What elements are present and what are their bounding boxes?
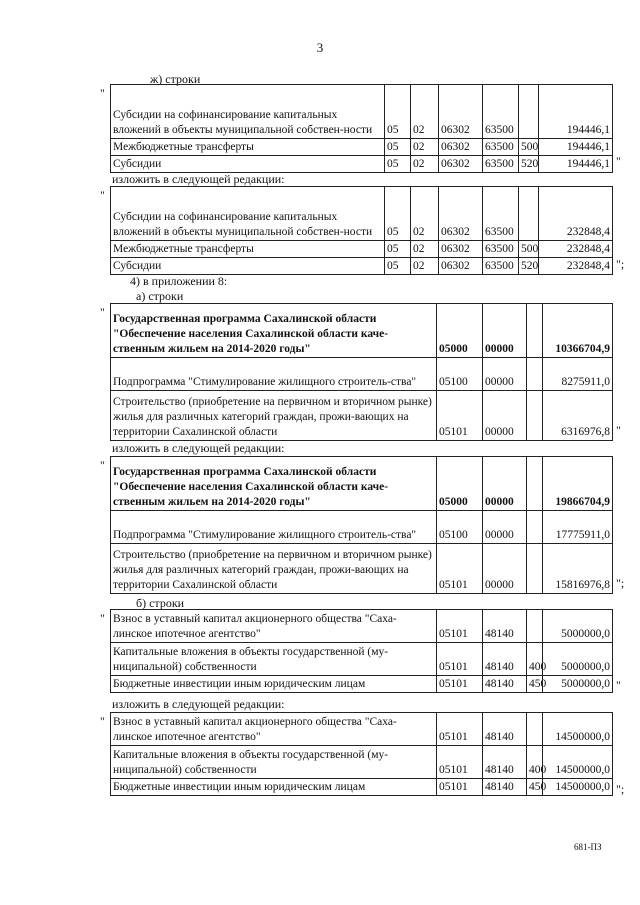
row-name: Субсидии на софинансирование капитальных вложений в объекты муниципальной собствен-ности [111, 187, 385, 241]
cs1-cell: 06302 [439, 156, 483, 173]
section-zh-heading: ж) строки [150, 72, 201, 86]
table-row [111, 779, 613, 796]
cs2-cell: 48140 [483, 610, 527, 643]
vr-cell: 450 [527, 779, 543, 796]
table-a-new [110, 456, 613, 594]
cs1-cell: 06302 [439, 187, 483, 241]
cs2-cell: 63500 [483, 241, 519, 258]
row-name: Взнос в уставный капитал акционерного общества "Саха-линское ипотечное агентство" [111, 610, 437, 643]
table-b-old [110, 609, 613, 693]
pr-cell: 02 [411, 241, 439, 258]
replace-text: изложить в следующей редакции: [112, 172, 285, 186]
sum-cell: 14500000,0 [543, 779, 613, 796]
table-row [111, 258, 613, 275]
cs2-cell: 63500 [483, 156, 519, 173]
quote-close-semicolon: "; [616, 576, 625, 590]
rz-cell: 05 [385, 241, 411, 258]
quote-open: " [100, 714, 105, 728]
rz-cell: 05 [385, 187, 411, 241]
row-name: Государственная программа Сахалинской области "Обеспечение населения Сахалинской области каче-ственным жильем на 2014-2020 годы" [111, 457, 437, 511]
cs1-cell: 05101 [437, 610, 483, 643]
table-row [111, 85, 613, 139]
table-row [111, 643, 613, 676]
section-a-heading: а) строки [136, 289, 184, 303]
quote-close-semicolon: "; [616, 257, 625, 271]
sum-cell: 232848,4 [539, 258, 613, 275]
cs2-cell: 48140 [483, 643, 527, 676]
row-name: Субсидии на софинансирование капитальных вложений в объекты муниципальной собствен-ности [111, 85, 385, 139]
table-row [111, 241, 613, 258]
vr-cell [527, 358, 543, 391]
row-name: Межбюджетные трансферты [111, 139, 385, 156]
row-name: Субсидии [111, 258, 385, 275]
cs2-cell: 48140 [483, 713, 527, 746]
cs1-cell: 05100 [437, 511, 483, 544]
cs1-cell: 05101 [437, 544, 483, 594]
cs1-cell: 06302 [439, 241, 483, 258]
cs1-cell: 06302 [439, 258, 483, 275]
quote-open: " [100, 458, 105, 472]
table-zh-new [110, 186, 613, 275]
row-name: Межбюджетные трансферты [111, 241, 385, 258]
table-zh-old [110, 84, 613, 173]
rz-cell: 05 [385, 156, 411, 173]
cs2-cell: 00000 [483, 358, 527, 391]
quote-open: " [100, 86, 105, 100]
cs1-cell: 06302 [439, 85, 483, 139]
row-name: Государственная программа Сахалинской области "Обеспечение населения Сахалинской области каче-ственным жильем на 2014-2020 годы" [111, 304, 437, 358]
cs1-cell: 05101 [437, 676, 483, 693]
section-b-heading: б) строки [136, 596, 185, 610]
vr-cell [527, 610, 543, 643]
row-name: Взнос в уставный капитал акционерного общества "Саха-линское ипотечное агентство" [111, 713, 437, 746]
table-row [111, 358, 613, 391]
sum-cell: 14500000,0 [543, 746, 613, 779]
vr-cell [527, 304, 543, 358]
vr-cell [527, 511, 543, 544]
quote-close: " [616, 678, 621, 692]
cs1-cell: 05101 [437, 643, 483, 676]
table-row [111, 457, 613, 511]
cs2-cell: 00000 [483, 511, 527, 544]
row-name: Капитальные вложения в объекты государственной (му-ниципальной) собственности [111, 643, 437, 676]
rz-cell: 05 [385, 85, 411, 139]
row-name: Подпрограмма "Стимулирование жилищного строитель-ства" [111, 358, 437, 391]
cs1-cell: 06302 [439, 139, 483, 156]
vr-cell: 400 [527, 746, 543, 779]
sum-cell: 232848,4 [539, 187, 613, 241]
cs2-cell: 63500 [483, 139, 519, 156]
sum-cell: 14500000,0 [543, 713, 613, 746]
cs1-cell: 05000 [437, 457, 483, 511]
sum-cell: 6316976,8 [543, 391, 613, 441]
appendix-heading: 4) в приложении 8: [130, 274, 228, 288]
vr-cell: 500 [519, 139, 539, 156]
cs2-cell: 00000 [483, 391, 527, 441]
table-row [111, 391, 613, 441]
row-name: Подпрограмма "Стимулирование жилищного строитель-ства" [111, 511, 437, 544]
sum-cell: 17775911,0 [543, 511, 613, 544]
quote-open: " [100, 611, 105, 625]
replace-text: изложить в следующей редакции: [112, 697, 285, 711]
sum-cell: 8275911,0 [543, 358, 613, 391]
pr-cell: 02 [411, 258, 439, 275]
table-row [111, 187, 613, 241]
table-b-new [110, 712, 613, 796]
cs2-cell: 00000 [483, 544, 527, 594]
table-row [111, 746, 613, 779]
table-row [111, 544, 613, 594]
sum-cell: 10366704,9 [543, 304, 613, 358]
row-name: Строительство (приобретение на первичном и вторичном рынке) жилья для различных категорий граждан, прожи-вающих на территории Сахалинской области [111, 391, 437, 441]
table-row [111, 610, 613, 643]
cs1-cell: 05100 [437, 358, 483, 391]
table-row [111, 511, 613, 544]
row-name: Строительство (приобретение на первичном и вторичном рынке) жилья для различных категорий граждан, прожи-вающих на территории Сахалинской области [111, 544, 437, 594]
sum-cell: 5000000,0 [543, 676, 613, 693]
cs2-cell: 63500 [483, 258, 519, 275]
vr-cell [519, 85, 539, 139]
cs2-cell: 63500 [483, 85, 519, 139]
sum-cell: 5000000,0 [543, 610, 613, 643]
vr-cell [519, 187, 539, 241]
vr-cell [527, 391, 543, 441]
quote-close: " [616, 423, 621, 437]
document-code: 681-ПЗ [574, 842, 602, 852]
cs1-cell: 05101 [437, 779, 483, 796]
cs2-cell: 48140 [483, 746, 527, 779]
vr-cell: 520 [519, 258, 539, 275]
table-row [111, 139, 613, 156]
cs2-cell: 00000 [483, 304, 527, 358]
cs1-cell: 05000 [437, 304, 483, 358]
rz-cell: 05 [385, 258, 411, 275]
sum-cell: 194446,1 [539, 85, 613, 139]
cs2-cell: 63500 [483, 187, 519, 241]
table-row [111, 713, 613, 746]
vr-cell: 450 [527, 676, 543, 693]
pr-cell: 02 [411, 139, 439, 156]
vr-cell: 520 [519, 156, 539, 173]
sum-cell: 194446,1 [539, 156, 613, 173]
row-name: Субсидии [111, 156, 385, 173]
pr-cell: 02 [411, 156, 439, 173]
cs2-cell: 00000 [483, 457, 527, 511]
row-name: Капитальные вложения в объекты государственной (му-ниципальной) собственности [111, 746, 437, 779]
cs1-cell: 05101 [437, 391, 483, 441]
row-name: Бюджетные инвестиции иным юридическим лицам [111, 676, 437, 693]
quote-close: " [616, 154, 621, 168]
sum-cell: 19866704,9 [543, 457, 613, 511]
quote-open: " [100, 305, 105, 319]
quote-open: " [100, 188, 105, 202]
sum-cell: 194446,1 [539, 139, 613, 156]
cs2-cell: 48140 [483, 676, 527, 693]
cs1-cell: 05101 [437, 746, 483, 779]
row-name: Бюджетные инвестиции иным юридическим лицам [111, 779, 437, 796]
pr-cell: 02 [411, 85, 439, 139]
page-number: 3 [316, 40, 324, 55]
sum-cell: 232848,4 [539, 241, 613, 258]
table-a-old [110, 303, 613, 441]
vr-cell [527, 457, 543, 511]
quote-close-semicolon: "; [616, 782, 625, 796]
vr-cell: 400 [527, 643, 543, 676]
vr-cell: 500 [519, 241, 539, 258]
vr-cell [527, 713, 543, 746]
cs1-cell: 05101 [437, 713, 483, 746]
replace-text: изложить в следующей редакции: [112, 441, 285, 455]
table-row [111, 304, 613, 358]
vr-cell [527, 544, 543, 594]
table-row [111, 676, 613, 693]
sum-cell: 15816976,8 [543, 544, 613, 594]
pr-cell: 02 [411, 187, 439, 241]
table-row [111, 156, 613, 173]
sum-cell: 5000000,0 [543, 643, 613, 676]
cs2-cell: 48140 [483, 779, 527, 796]
rz-cell: 05 [385, 139, 411, 156]
